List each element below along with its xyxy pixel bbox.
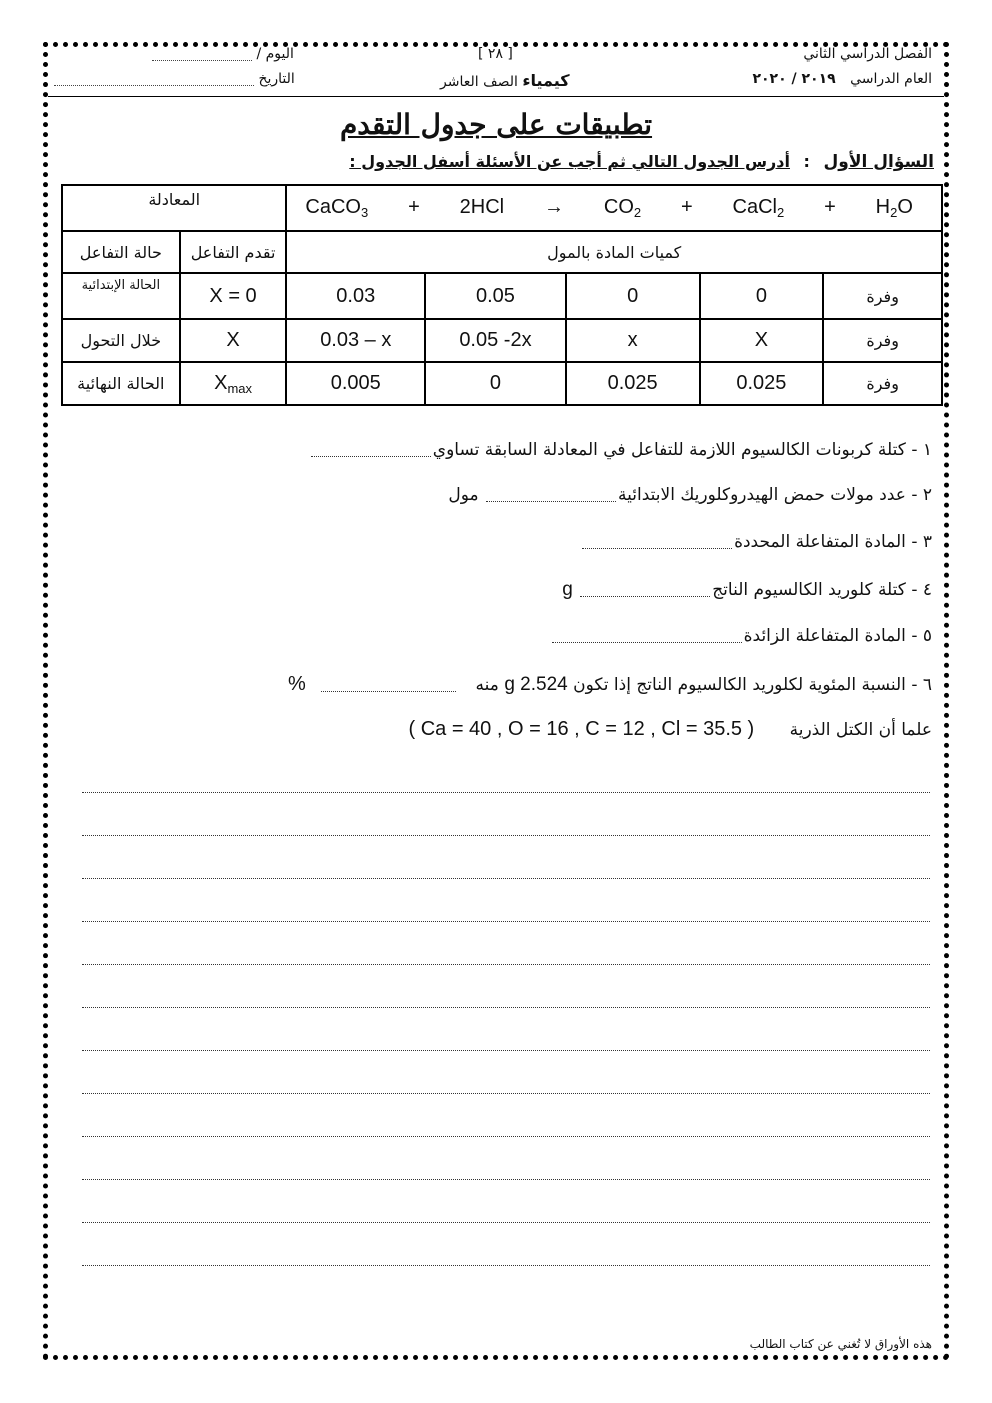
- atomic-masses-values: ( Ca = 40 , O = 16 , C = 12 , Cl = 35.5 ): [408, 718, 755, 740]
- answer-blank[interactable]: [486, 489, 616, 502]
- caco3-cell: 0.03: [286, 273, 425, 319]
- subject: كيمياء: [522, 71, 570, 90]
- date-field: [54, 71, 295, 87]
- answer-line[interactable]: [82, 1179, 930, 1180]
- co2-cell: x: [566, 319, 700, 362]
- atomic-masses-label: علما أن الكتل الذرية: [789, 720, 932, 740]
- academic-year: [752, 71, 932, 87]
- state-cell: الحالة الإبتدائية: [62, 273, 180, 319]
- caco3-cell: 0.005: [286, 362, 425, 405]
- eq-plus: +: [680, 196, 693, 218]
- answer-line[interactable]: [82, 1007, 930, 1008]
- hcl-cell: 0: [425, 362, 566, 405]
- question-item: ٤ - كتلة كلوريد الكالسيوم الناتج g: [562, 579, 932, 600]
- subject-line: [440, 71, 570, 90]
- question-item: ١ - كتلة كربونات الكالسيوم اللازمة للتفاعل في المعادلة السابقة تساوي: [309, 440, 932, 460]
- state-cell: الحالة النهائية: [62, 362, 180, 405]
- date-blank[interactable]: [54, 73, 254, 86]
- answer-line[interactable]: [82, 792, 930, 793]
- question-item: ٣ - المادة المتفاعلة المحددة: [580, 532, 932, 552]
- atomic-masses: [408, 718, 932, 741]
- question-item: ٥ - المادة المتفاعلة الزائدة: [550, 626, 932, 646]
- day-blank[interactable]: [152, 48, 252, 61]
- date-label: التاريخ: [258, 71, 295, 87]
- page-title: تطبيقات على جدول التقدم: [339, 108, 653, 141]
- answer-line[interactable]: [82, 1050, 930, 1051]
- day-label: اليوم /: [256, 46, 294, 62]
- table-row: [62, 273, 942, 319]
- question-label: السؤال الأول: [823, 152, 934, 172]
- eq-caco3: CaCO$_3$: [305, 196, 369, 220]
- grade: الصف العاشر: [440, 74, 518, 90]
- progress-cell: X: [180, 319, 287, 362]
- h2o-cell: وفرة: [823, 319, 942, 362]
- answer-blank[interactable]: [580, 584, 710, 597]
- table-row: [62, 362, 942, 405]
- cacl2-cell: X: [700, 319, 824, 362]
- eq-plus: +: [408, 196, 420, 218]
- quantities-header: كميات المادة بالمول: [286, 231, 942, 273]
- header-divider: [48, 96, 944, 97]
- answer-line[interactable]: [82, 1265, 930, 1266]
- cacl2-cell: 0.025: [700, 362, 824, 405]
- question-instruction: أدرس الجدول التالي ثم أجب عن الأسئلة أسفل الجدول :: [349, 152, 790, 171]
- question-colon: :: [803, 152, 810, 171]
- answer-line[interactable]: [82, 835, 930, 836]
- answer-blank[interactable]: [582, 536, 732, 549]
- cacl2-cell: 0: [700, 273, 824, 319]
- state-cell: خلال التحول: [62, 319, 180, 362]
- answer-line[interactable]: [82, 964, 930, 965]
- equation-row: [62, 185, 942, 231]
- eq-cacl2: CaCl$_2$: [732, 196, 785, 220]
- eq-hcl: 2HCl: [459, 196, 505, 218]
- eq-co2: $CO_2$: [603, 196, 642, 220]
- hcl-cell: 0.05 -2x: [425, 319, 566, 362]
- answer-line[interactable]: [82, 1222, 930, 1223]
- h2o-cell: وفرة: [823, 273, 942, 319]
- page-number: [ ٢٨ ]: [478, 46, 513, 62]
- progress-cell: X = 0: [180, 273, 287, 319]
- question-item: ٢ - عدد مولات حمض الهيدروكلوريك الابتدائية مول: [448, 485, 932, 505]
- eq-h2o: $H_2O$: [875, 196, 913, 220]
- answer-blank[interactable]: [552, 630, 742, 643]
- year-value: ٢٠١٩ / ٢٠٢٠: [752, 71, 836, 87]
- answer-blank[interactable]: [321, 679, 456, 692]
- caco3-cell: 0.03 – x: [286, 319, 425, 362]
- progress-cell: $X_{max}$: [180, 362, 287, 405]
- year-label: العام الدراسي: [850, 71, 932, 87]
- day-field: [152, 46, 294, 62]
- chemical-equation: [286, 185, 942, 231]
- answer-line[interactable]: [82, 878, 930, 879]
- semester-label: الفصل الدراسي الثاني: [803, 46, 932, 62]
- state-header: حالة التفاعل: [62, 231, 180, 273]
- hcl-cell: 0.05: [425, 273, 566, 319]
- co2-cell: 0: [566, 273, 700, 319]
- question-heading: [349, 152, 934, 172]
- progress-table: [61, 184, 943, 406]
- answer-line[interactable]: [82, 921, 930, 922]
- eq-arrow: →: [544, 196, 564, 218]
- answer-blank[interactable]: [311, 444, 431, 457]
- equation-label: المعادلة: [62, 185, 286, 231]
- co2-cell: 0.025: [566, 362, 700, 405]
- h2o-cell: وفرة: [823, 362, 942, 405]
- table-row: [62, 319, 942, 362]
- progress-header: تقدم التفاعل: [180, 231, 287, 273]
- eq-plus: +: [824, 196, 836, 218]
- labels-row: [62, 231, 942, 273]
- answer-line[interactable]: [82, 1136, 930, 1137]
- answer-line[interactable]: [82, 1093, 930, 1094]
- footer-note: هذه الأوراق لا تُغني عن كتاب الطالب: [749, 1337, 932, 1351]
- question-item: ٦ - النسبة المئوية لكلوريد الكالسيوم الناتج إذا تكون 2.524 g منه %: [287, 673, 932, 695]
